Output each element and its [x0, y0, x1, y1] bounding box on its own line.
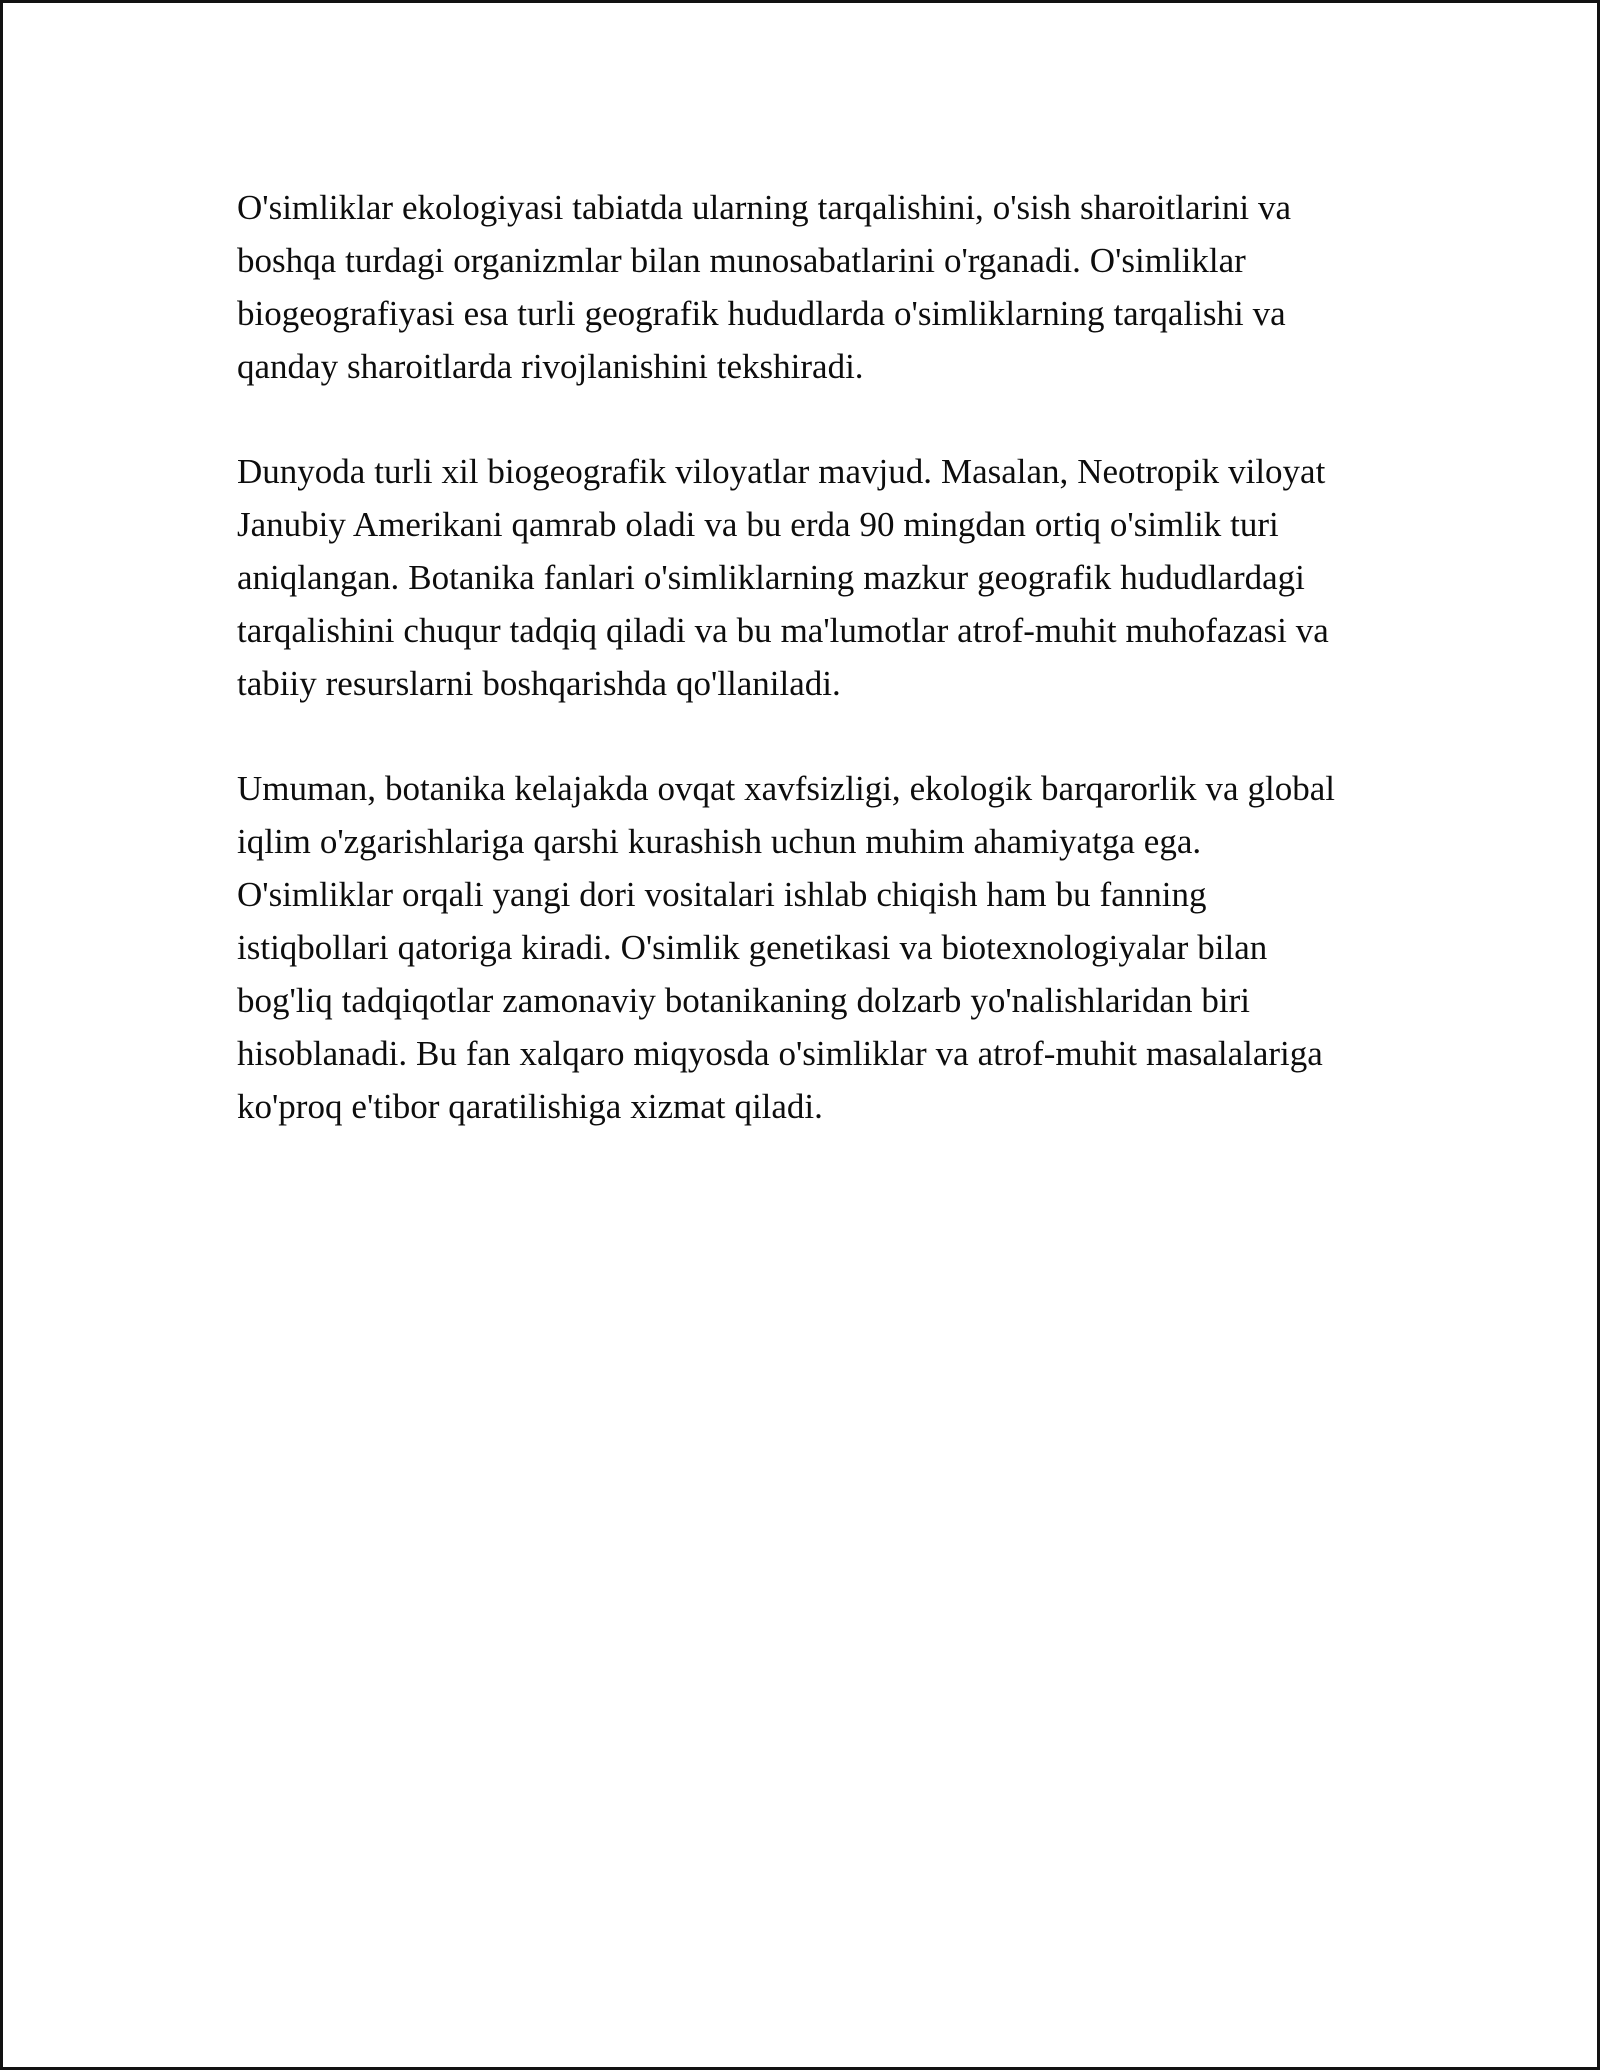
body-paragraph: Umuman, botanika kelajakda ovqat xavfsizligi, ekologik barqarorlik va global iqlim o'zgarishlariga qarshi kurashish uchun muhim ahamiyatga ega. O'simliklar orqali yangi dori vositalari ishlab chiqish ham bu fanning istiqbollari qatoriga kiradi. O'simlik genetikasi va biotexnologiyalar bilan bog'liq tadqiqotlar zamonaviy botanikaning dolzarb yo'nalishlaridan biri hisoblanadi. Bu fan xalqaro miqyosda o'simliklar va atrof-muhit masalalariga ko'proq e'tibor qaratilishiga xizmat qiladi. [237, 769, 1335, 1126]
page-content-area [3, 3, 1597, 2067]
text-column [237, 181, 1347, 1133]
body-paragraph: O'simliklar ekologiyasi tabiatda ularning tarqalishini, o'sish sharoitlarini va boshqa turdagi organizmlar bilan munosabatlarini o'rganadi. O'simliklar biogeografiyasi esa turli geografik hududlarda o'simliklarning tarqalishi va qanday sharoitlarda rivojlanishini tekshiradi. [237, 188, 1292, 386]
body-paragraph: Dunyoda turli xil biogeografik viloyatlar mavjud. Masalan, Neotropik viloyat Janubiy Amerikani qamrab oladi va bu erda 90 mingdan ortiq o'simlik turi aniqlangan. Botanika fanlari o'simliklarning mazkur geografik hududlardagi tarqalishini chuqur tadqiq qiladi va bu ma'lumotlar atrof-muhit muhofazasi va tabiiy resurslarni boshqarishda qo'llaniladi. [237, 452, 1329, 703]
